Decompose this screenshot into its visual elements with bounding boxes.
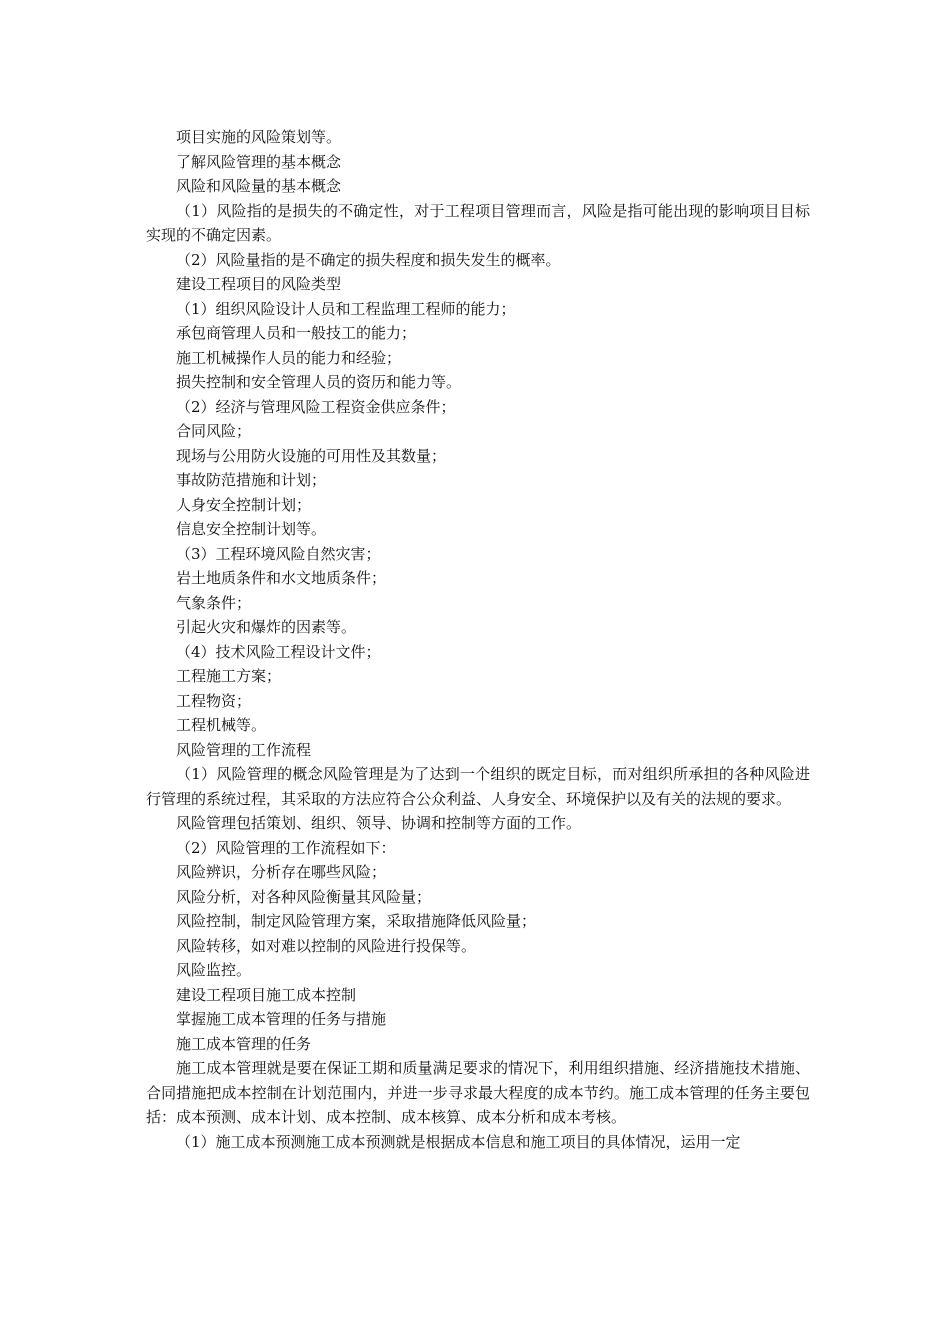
paragraph: 风险管理的工作流程 [176,740,312,759]
paragraph: 了解风险管理的基本概念 [176,152,342,171]
paragraph: 工程施工方案； [176,667,282,685]
paragraph: 气象条件； [176,593,252,612]
paragraph: （1）风险指的是损失的不确定性，对于工程项目管理而言，风险是指可能出现的影响项目目标实现的不确定因素。 [146,201,810,244]
paragraph: 风险监控。 [176,961,252,979]
paragraph: 工程物资； [176,691,252,710]
paragraph: （2）风险量指的是不确定的损失程度和损失发生的概率。 [176,250,561,269]
paragraph: 承包商管理人员和一般技工的能力； [176,324,417,342]
paragraph: 风险和风险量的基本概念 [176,177,342,195]
paragraph: 信息安全控制计划等。 [176,520,327,538]
paragraph: 现场与公用防火设施的可用性及其数量； [176,446,447,465]
paragraph: （1）组织风险设计人员和工程监理工程师的能力； [176,299,516,318]
paragraph: （1）风险管理的概念风险管理是为了达到一个组织的既定目标，而对组织所承担的各种风险进行管理的系统过程，其采取的方法应符合公众利益、人身安全、环境保护以及有关的法规的要求。 [146,765,810,808]
paragraph: 风险转移，如对难以控制的风险进行投保等。 [176,936,477,955]
paragraph: 风险辨识，分析存在哪些风险； [176,863,387,881]
paragraph: 施工成本管理就是要在保证工期和质量满足要求的情况下，利用组织措施、经济措施技术措施、合同措施把成本控制在计划范围内，并进一步寻求最大程度的成本节约。施工成本管理的任务主要包括：成本预测、成本计划、成本控制、成本核算、成本分析和成本考核。 [146,1059,810,1126]
paragraph: 人身安全控制计划； [176,495,312,514]
paragraph: （4）技术风险工程设计文件； [176,642,381,661]
paragraph: 工程机械等。 [176,716,267,734]
paragraph: 建设工程项目的风险类型 [176,275,342,293]
paragraph: 风险分析，对各种风险衡量其风险量； [176,887,432,906]
paragraph: 引起火灾和爆炸的因素等。 [176,618,357,636]
paragraph: 项目实施的风险策划等。 [176,128,342,146]
paragraph: 施工机械操作人员的能力和经验； [176,348,402,367]
paragraph: 风险控制，制定风险管理方案，采取措施降低风险量； [176,912,537,930]
paragraph: 合同风险； [176,422,252,440]
paragraph: （1）施工成本预测施工成本预测就是根据成本信息和施工项目的具体情况，运用一定 [176,1132,741,1151]
paragraph: （2）风险管理的工作流程如下： [176,838,396,857]
paragraph: （3）工程环境风险自然灾害； [176,544,381,563]
paragraph: 施工成本管理的任务 [176,1034,312,1053]
document-body [146,125,810,1154]
paragraph: 岩土地质条件和水文地质条件； [176,569,387,587]
paragraph: 建设工程项目施工成本控制 [176,985,357,1004]
paragraph: 掌握施工成本管理的任务与措施 [176,1010,387,1028]
paragraph: 事故防范措施和计划； [176,471,327,489]
paragraph: 损失控制和安全管理人员的资历和能力等。 [176,373,462,391]
paragraph: 风险管理包括策划、组织、领导、协调和控制等方面的工作。 [176,814,582,832]
paragraph: （2）经济与管理风险工程资金供应条件； [176,397,456,416]
